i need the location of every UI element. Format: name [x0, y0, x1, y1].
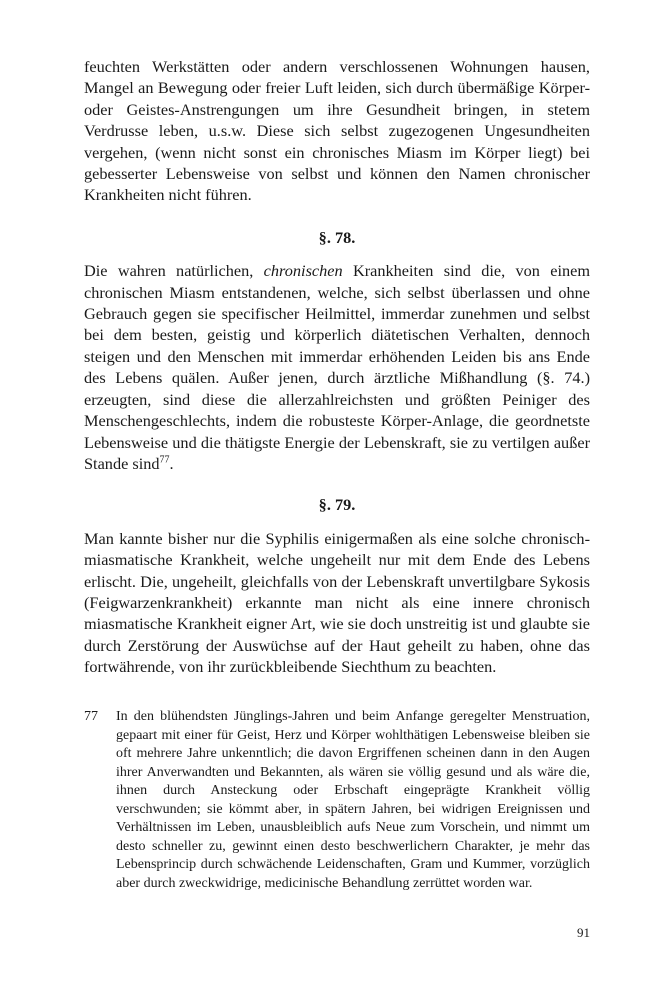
p2-emphasis: chronischen	[263, 261, 343, 281]
p2-text-after: Krankheiten sind die, von einem chronischen Miasm entstandenen, welche, sich selbst überlassen und ohne Gebrauch gegen sie specifischer Heilmittel, immerdar zunehmen und selbst bei dem besten, geistig und körperlich diätetischen Verhalten, dennoch steigen und den Menschen mit immerdar erhöhenden Leiden bis ans Ende des Lebens quälen. Außer jenen, durch ärztliche Mißhandlung (§. 74.) erzeugten, sind diese die allerzahlreichsten und größten Peiniger des Menschengeschlechts, indem die robusteste Körper-Anlage, die geordnetste Lebensweise und die thätigste Energie der Lebenskraft, sie zu vertilgen außer Stande sind	[84, 261, 591, 473]
page-body	[84, 56, 590, 678]
paragraph-section-79: Man kannte bisher nur die Syphilis einigermaßen als eine solche chronisch-miasmatische Krankheit, welche ungeheilt nur mit dem Ende des Lebens erlischt. Die, ungeheilt, gleichfalls von der Lebenskraft unvertilgbare Sykosis (Feigwarzenkrankheit) erkannte man nicht als eine innere chronisch miasmatische Krankheit eigner Art, wie sie doch unstreitig ist und glaubte sie durch Zerstörung der Auswüchse auf der Haut geheilt zu haben, ohne das fortwährende, von ihr zurückbleibende Siechthum zu beachten.	[84, 528, 590, 677]
footnote-text: In den blühendsten Jünglings-Jahren und beim Anfange geregelter Menstruation, gepaart mit einer für Geist, Herz und Körper wohlthätigen Lebensweise bleiben sie oft mehrere Jahre unkenntlich; die davon Ergriffenen scheinen dann in den Augen ihrer Anverwandten und Bekannten, als wären sie völlig gesund und als wäre die, ihnen durch Ansteckung oder Erbschaft eingeprägte Krankheit völlig verschwunden; sie kömmt aber, in spätern Jahren, bei widrigen Ereignissen und Verhältnissen im Leben, unausbleiblich aufs Neue zum Vorschein, und nimmt um desto schneller zu, gewinnt einen desto beschwerlichern Charakter, je mehr das Lebensprincip durch schwächende Leidenschaften, Gram und Kummer, vorzüglich aber durch zweckwidrige, medicinische Behandlung zerrüttet worden war.	[116, 709, 590, 891]
section-heading-78: §. 78.	[318, 227, 356, 247]
footnote-number: 77	[84, 709, 98, 724]
paragraph-section-78	[84, 260, 590, 474]
p2-text-end: .	[169, 453, 174, 473]
paragraph-continuation: feuchten Werkstätten oder andern verschlossenen Wohnungen hausen, Mangel an Bewegung oder freier Luft leiden, sich durch übermäßige Körper- oder Geistes-Anstrengungen um ihre Gesundheit bringen, in stetem Verdrusse leben, u.s.w. Diese sich selbst zugezogenen Ungesundheiten vergehen, (wenn nicht sonst ein chronisches Miasm im Körper liegt) bei gebesserter Lebensweise von selbst und können den Namen chronischer Krankheiten nicht führen.	[84, 57, 590, 205]
page-number: 91	[577, 925, 590, 940]
footnote	[84, 708, 590, 893]
footnote-reference[interactable]: 77	[159, 454, 170, 466]
p2-text-before: Die wahren natürlichen,	[84, 261, 264, 281]
section-heading-79: §. 79.	[318, 495, 356, 515]
